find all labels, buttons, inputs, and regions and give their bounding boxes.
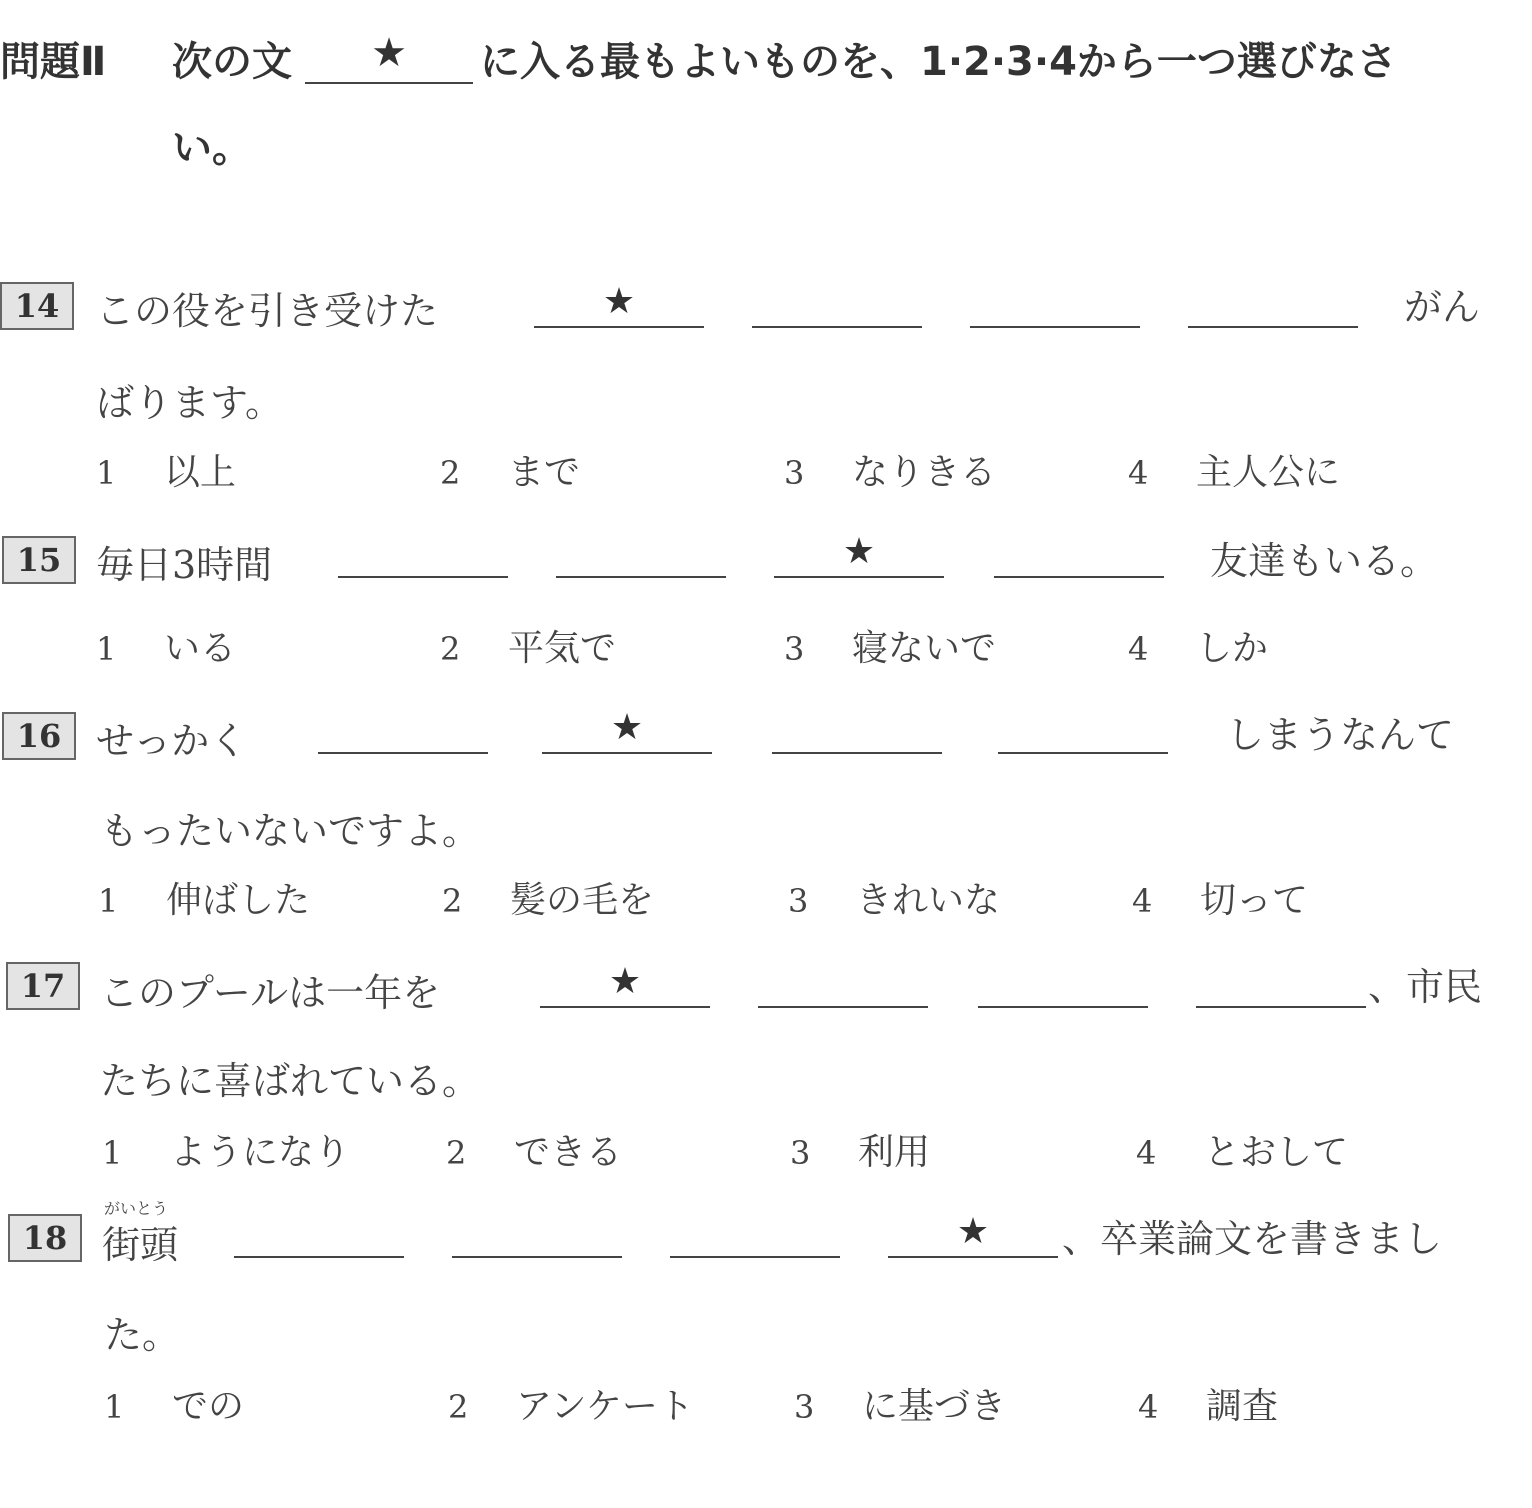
option-text: とおして <box>1204 1132 1349 1173</box>
answer-blank[interactable] <box>318 708 488 754</box>
question-text-before: このプールは一年を <box>100 971 441 1015</box>
option-number: 2 <box>440 454 461 492</box>
option-3[interactable] <box>790 1124 930 1175</box>
option-1[interactable] <box>104 1378 244 1429</box>
question-text-continued: ばります。 <box>96 381 283 425</box>
option-number: 3 <box>794 1388 815 1426</box>
option-text: 主人公に <box>1196 452 1341 493</box>
option-number: 4 <box>1128 630 1149 668</box>
answer-blank[interactable] <box>452 1212 622 1258</box>
option-number: 2 <box>440 630 461 668</box>
question-text-before: せっかく <box>96 719 248 763</box>
question-text-after: がん <box>1404 285 1481 329</box>
question-number: 18 <box>8 1214 82 1262</box>
option-text: 髪の毛を <box>510 880 655 921</box>
question-text-continued: たちに喜ばれている。 <box>100 1059 481 1103</box>
option-number: 2 <box>446 1134 467 1172</box>
answer-blank-star[interactable]: ★ <box>888 1212 1058 1258</box>
option-text: 平気で <box>508 628 617 669</box>
answer-blank[interactable] <box>1196 962 1366 1008</box>
option-2[interactable] <box>440 444 580 495</box>
question-text-after: 友達もいる。 <box>1210 539 1439 583</box>
answer-blank[interactable] <box>978 962 1148 1008</box>
answer-blank[interactable] <box>234 1212 404 1258</box>
option-1[interactable] <box>96 620 236 671</box>
question-number: 17 <box>6 962 80 1010</box>
option-number: 3 <box>790 1134 811 1172</box>
option-4[interactable] <box>1128 444 1340 495</box>
answer-blank[interactable] <box>970 282 1140 328</box>
answer-blank[interactable] <box>670 1212 840 1258</box>
option-3[interactable] <box>788 872 1000 923</box>
furigana: がいとう <box>104 1199 169 1218</box>
option-number: 4 <box>1136 1134 1157 1172</box>
option-text: 伸ばした <box>166 880 311 921</box>
option-2[interactable] <box>442 872 654 923</box>
question-text-before: 毎日3時間 <box>96 543 273 587</box>
answer-blank-star[interactable]: ★ <box>540 962 710 1008</box>
option-number: 1 <box>96 454 117 492</box>
answer-blank[interactable] <box>772 708 942 754</box>
option-text: まで <box>508 452 581 493</box>
option-text: なりきる <box>852 452 997 493</box>
question-text-continued: もったいないですよ。 <box>100 809 481 853</box>
answer-blank-star[interactable]: ★ <box>542 708 712 754</box>
answer-blank-star[interactable]: ★ <box>534 282 704 328</box>
option-4[interactable] <box>1132 872 1308 923</box>
option-text: きれいな <box>856 880 1001 921</box>
answer-blank[interactable] <box>556 532 726 578</box>
star-blank-example: ★ <box>305 30 473 84</box>
option-text: しか <box>1196 628 1269 669</box>
option-1[interactable] <box>96 444 236 495</box>
option-2[interactable] <box>448 1378 694 1429</box>
option-text: 調査 <box>1206 1386 1279 1427</box>
answer-blank[interactable] <box>998 708 1168 754</box>
question-text-continued: た。 <box>104 1313 181 1357</box>
option-number: 4 <box>1138 1388 1159 1426</box>
option-1[interactable] <box>102 1124 350 1175</box>
option-2[interactable] <box>446 1124 622 1175</box>
option-number: 1 <box>104 1388 125 1426</box>
instruction-text-before: 次の文 <box>172 39 292 85</box>
question-text-after: 、市民 <box>1368 965 1483 1009</box>
question-number: 16 <box>2 712 76 760</box>
option-text: での <box>172 1386 245 1427</box>
instruction-text-after: に入る最もよいものを、1·2·3·4から一つ選びなさ <box>480 39 1397 85</box>
answer-blank[interactable] <box>752 282 922 328</box>
option-number: 1 <box>102 1134 123 1172</box>
answer-blank-star[interactable]: ★ <box>774 532 944 578</box>
option-4[interactable] <box>1136 1124 1348 1175</box>
option-text: ようになり <box>170 1132 351 1173</box>
answer-blank[interactable] <box>1188 282 1358 328</box>
instructions <box>0 30 1532 171</box>
option-number: 3 <box>784 630 805 668</box>
option-number: 2 <box>442 882 463 920</box>
question-text-after: 、卒業論文を書きまし <box>1062 1217 1443 1261</box>
option-number: 4 <box>1132 882 1153 920</box>
question-text-before: この役を引き受けた <box>96 289 439 333</box>
question-number: 15 <box>2 536 76 584</box>
option-number: 3 <box>784 454 805 492</box>
instruction-text-continued: い。 <box>172 125 252 171</box>
option-3[interactable] <box>794 1378 1006 1429</box>
answer-blank[interactable] <box>994 532 1164 578</box>
option-text: 切って <box>1200 880 1309 921</box>
option-number: 1 <box>98 882 119 920</box>
option-3[interactable] <box>784 444 996 495</box>
question-text-before: 街頭 <box>102 1223 179 1267</box>
option-text: アンケート <box>516 1386 694 1427</box>
option-1[interactable] <box>98 872 310 923</box>
answer-blank[interactable] <box>758 962 928 1008</box>
option-text: 利用 <box>858 1132 931 1173</box>
question-number: 14 <box>0 282 74 330</box>
option-number: 2 <box>448 1388 469 1426</box>
option-text: に基づき <box>862 1386 1007 1427</box>
option-number: 1 <box>96 630 117 668</box>
option-text: 以上 <box>164 452 237 493</box>
option-2[interactable] <box>440 620 616 671</box>
option-number: 3 <box>788 882 809 920</box>
option-4[interactable] <box>1138 1378 1278 1429</box>
option-number: 4 <box>1128 454 1149 492</box>
answer-blank[interactable] <box>338 532 508 578</box>
section-label: 問題Ⅱ <box>0 39 107 85</box>
option-3[interactable] <box>784 620 996 671</box>
option-text: 寝ないで <box>852 628 997 669</box>
option-4[interactable] <box>1128 620 1268 671</box>
option-text: いる <box>164 628 237 669</box>
option-text: できる <box>514 1132 623 1173</box>
question-text-after: しまうなんて <box>1226 713 1455 757</box>
